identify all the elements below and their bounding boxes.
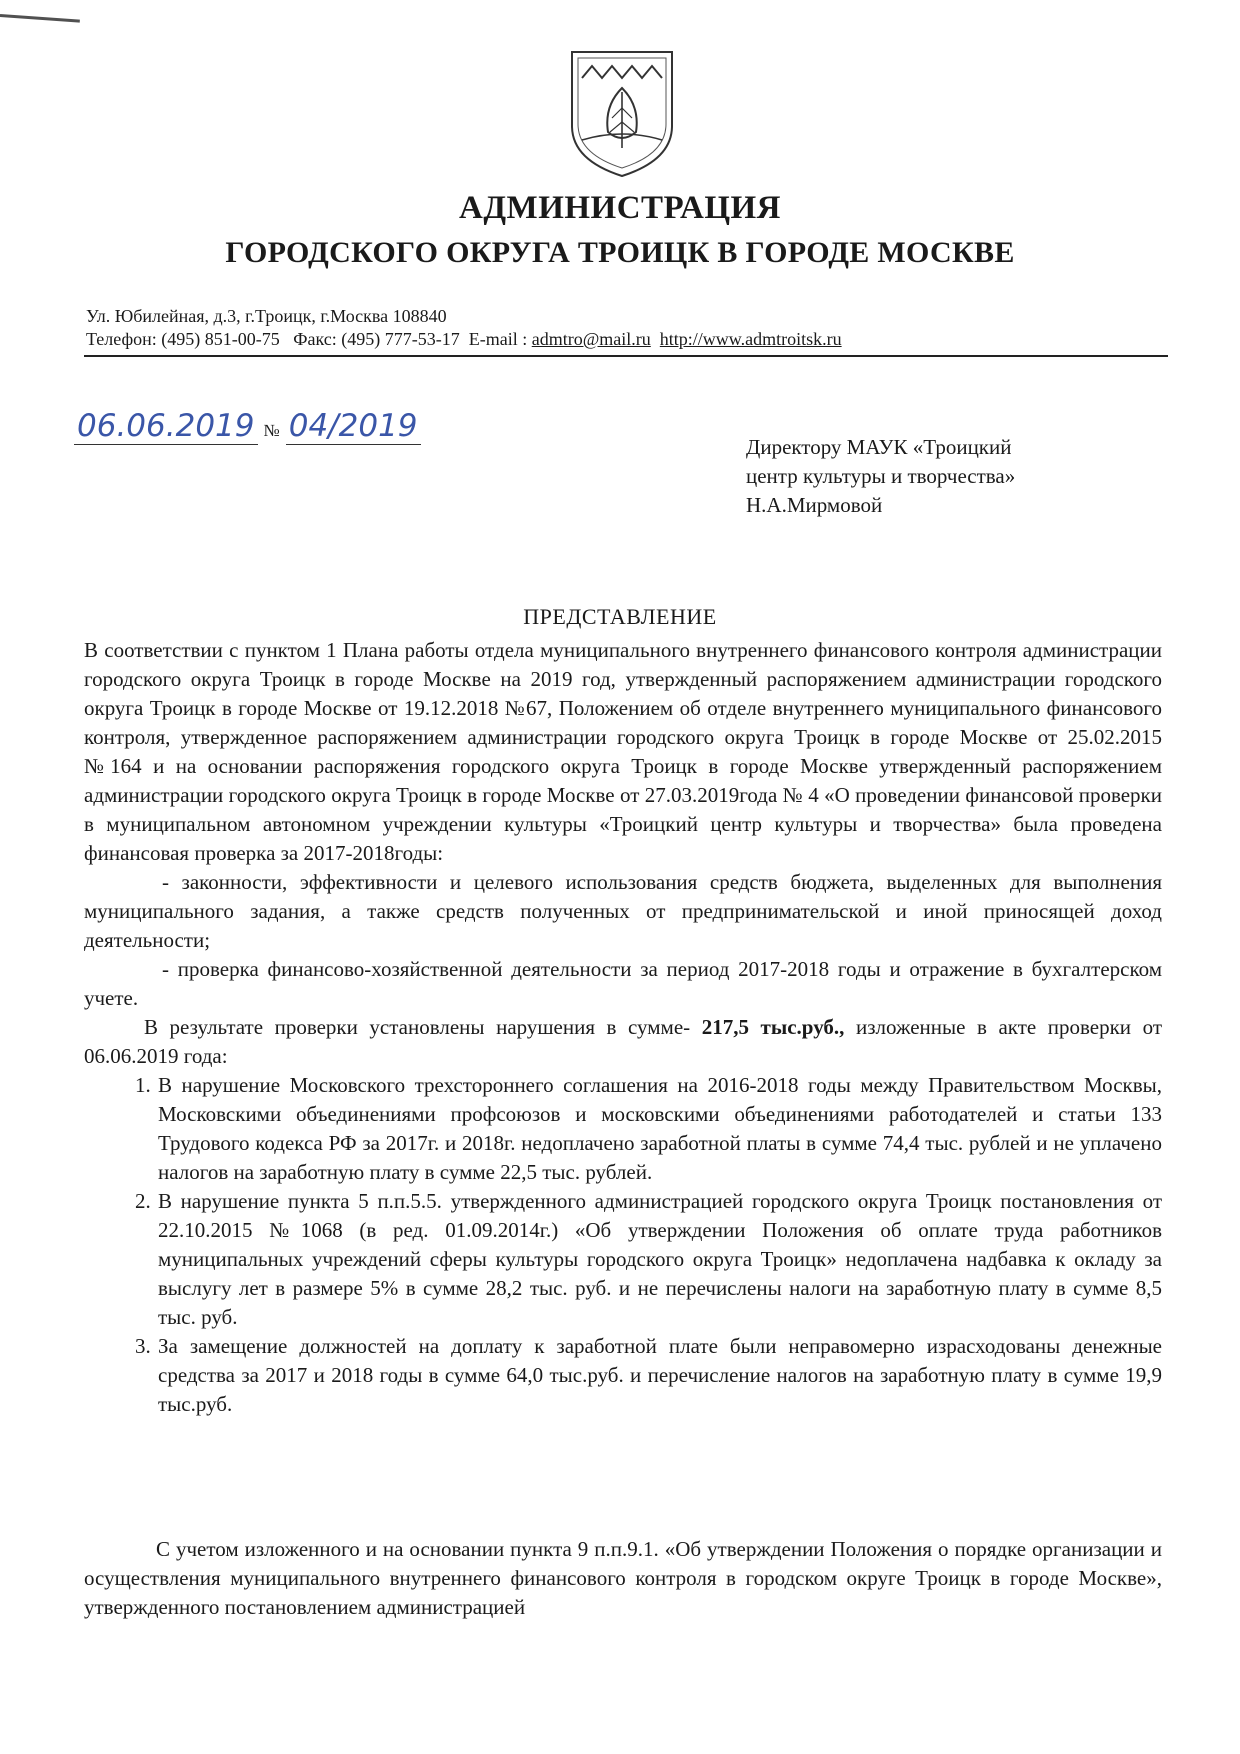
result-text-end: изложенные в акте проверки от 06.06.2019 года: xyxy=(84,1015,1162,1068)
header-title-line2: ГОРОДСКОГО ОКРУГА ТРОИЦК В ГОРОДЕ МОСКВЕ xyxy=(225,236,1015,269)
handwritten-number: 04/2019 xyxy=(286,408,421,445)
coat-of-arms-emblem xyxy=(568,48,676,180)
result-paragraph xyxy=(84,1013,1162,1071)
check-item-b: - проверка финансово-хозяйственной деятельности за период 2017-2018 годы и отражение в бухгалтерском учете. xyxy=(84,957,1162,1010)
check-item-a: - законности, эффективности и целевого использования средств бюджета, выделенных для выполнения муниципального задания, а также средств полученных от предпринимательской и иной приносящей доход деятельности; xyxy=(84,870,1162,952)
fax: Факс: (495) 777-53-17 xyxy=(293,329,460,349)
addressee-line: центр культуры и творчества» xyxy=(746,464,1016,488)
result-amount: 217,5 тыс.руб., xyxy=(701,1015,845,1039)
number-symbol: № xyxy=(263,421,280,440)
header-divider xyxy=(84,355,1168,357)
document-body xyxy=(84,636,1162,1419)
violation-item: 2. В нарушение пункта 5 п.п.5.5. утвержденного администрацией городского округа Троицк постановления от 22.10.2015 №1068 (в ред. 01.09.2014г.) «Об утверждении Положения об оплате труда работников муниципальных учреждений сферы культуры городского округа Троицк» недоплачена надбавка к окладу за выслугу лет в размере 5% в сумме 28,2 тыс. руб. и не перечислены налоги на заработную плату в сумме 8,5 тыс. руб. xyxy=(156,1187,1162,1332)
email-label: E-mail : xyxy=(468,329,528,349)
document-heading: ПРЕДСТАВЛЕНИЕ xyxy=(523,604,717,629)
intro-paragraph: В соответствии с пунктом 1 Плана работы отдела муниципального внутреннего финансового контроля администрации городского округа Троицк в городе Москве на 2019 год, утвержденный распоряжением администрации городского округа Троицк в городе Москве от 19.12.2018 №67, Положением об отделе внутреннего муниципального финансового контроля, утвержденное распоряжением администрации городского округа Троицк в городе Москве от 25.02.2015 №164 и на основании распоряжения городского округа Троицк в городе Москве утвержденный распоряжением администрации городского округа Троицк в городе Москве от 27.03.2019года № 4 «О проведении финансовой проверки в муниципальном автономном учреждении культуры «Троицкий центр культуры и творчества» была проведена финансовая проверка за 2017-2018годы: xyxy=(84,638,1162,865)
postal-address: Ул. Юбилейная, д.3, г.Троицк, г.Москва 108840 xyxy=(86,306,447,326)
handwritten-date: 06.06.2019 xyxy=(74,408,258,445)
result-text: В результате проверки установлены нарушения в сумме- xyxy=(144,1015,702,1039)
header-contacts xyxy=(86,305,842,351)
contact-line xyxy=(86,328,842,351)
violation-item: 3. За замещение должностей на доплату к заработной плате были неправомерно израсходованы денежные средства за 2017 и 2018 годы в сумме 64,0 тыс.руб. и перечисление налогов на заработную плату в сумме 19,9 тыс.руб. xyxy=(156,1332,1162,1419)
header-title-line1: АДМИНИСТРАЦИЯ xyxy=(459,190,781,226)
final-paragraph-block xyxy=(84,1535,1162,1622)
scan-mark xyxy=(0,14,80,23)
phone: Телефон: (495) 851-00-75 xyxy=(86,329,280,349)
final-paragraph: С учетом изложенного и на основании пункта 9 п.п.9.1. «Об утверждении Положения о порядке организации и осуществления муниципального внутреннего финансового контроля в городском округе Троицк в городе Москве», утвержденного постановлением администрацией xyxy=(84,1537,1162,1619)
addressee-line: Директору МАУК «Троицкий xyxy=(746,435,1012,459)
email-link[interactable]: admtro@mail.ru xyxy=(531,329,651,349)
violation-item: 1. В нарушение Московского трехстороннего соглашения на 2016-2018 годы между Правительством Москвы, Московскими объединениями профсоюзов и московскими объединениями работодателей и статьи 133 Трудового кодекса РФ за 2017г. и 2018г. недоплачено заработной платы в сумме 74,4 тыс. рублей и не уплачено налогов на заработную плату в сумме 22,5 тыс. рублей. xyxy=(156,1071,1162,1187)
website-link[interactable]: http://www.admtroitsk.ru xyxy=(659,329,842,349)
addressee-line: Н.А.Мирмовой xyxy=(746,493,883,517)
violations-list xyxy=(84,1071,1162,1419)
document-reference xyxy=(74,408,421,444)
addressee-block xyxy=(746,433,1015,520)
